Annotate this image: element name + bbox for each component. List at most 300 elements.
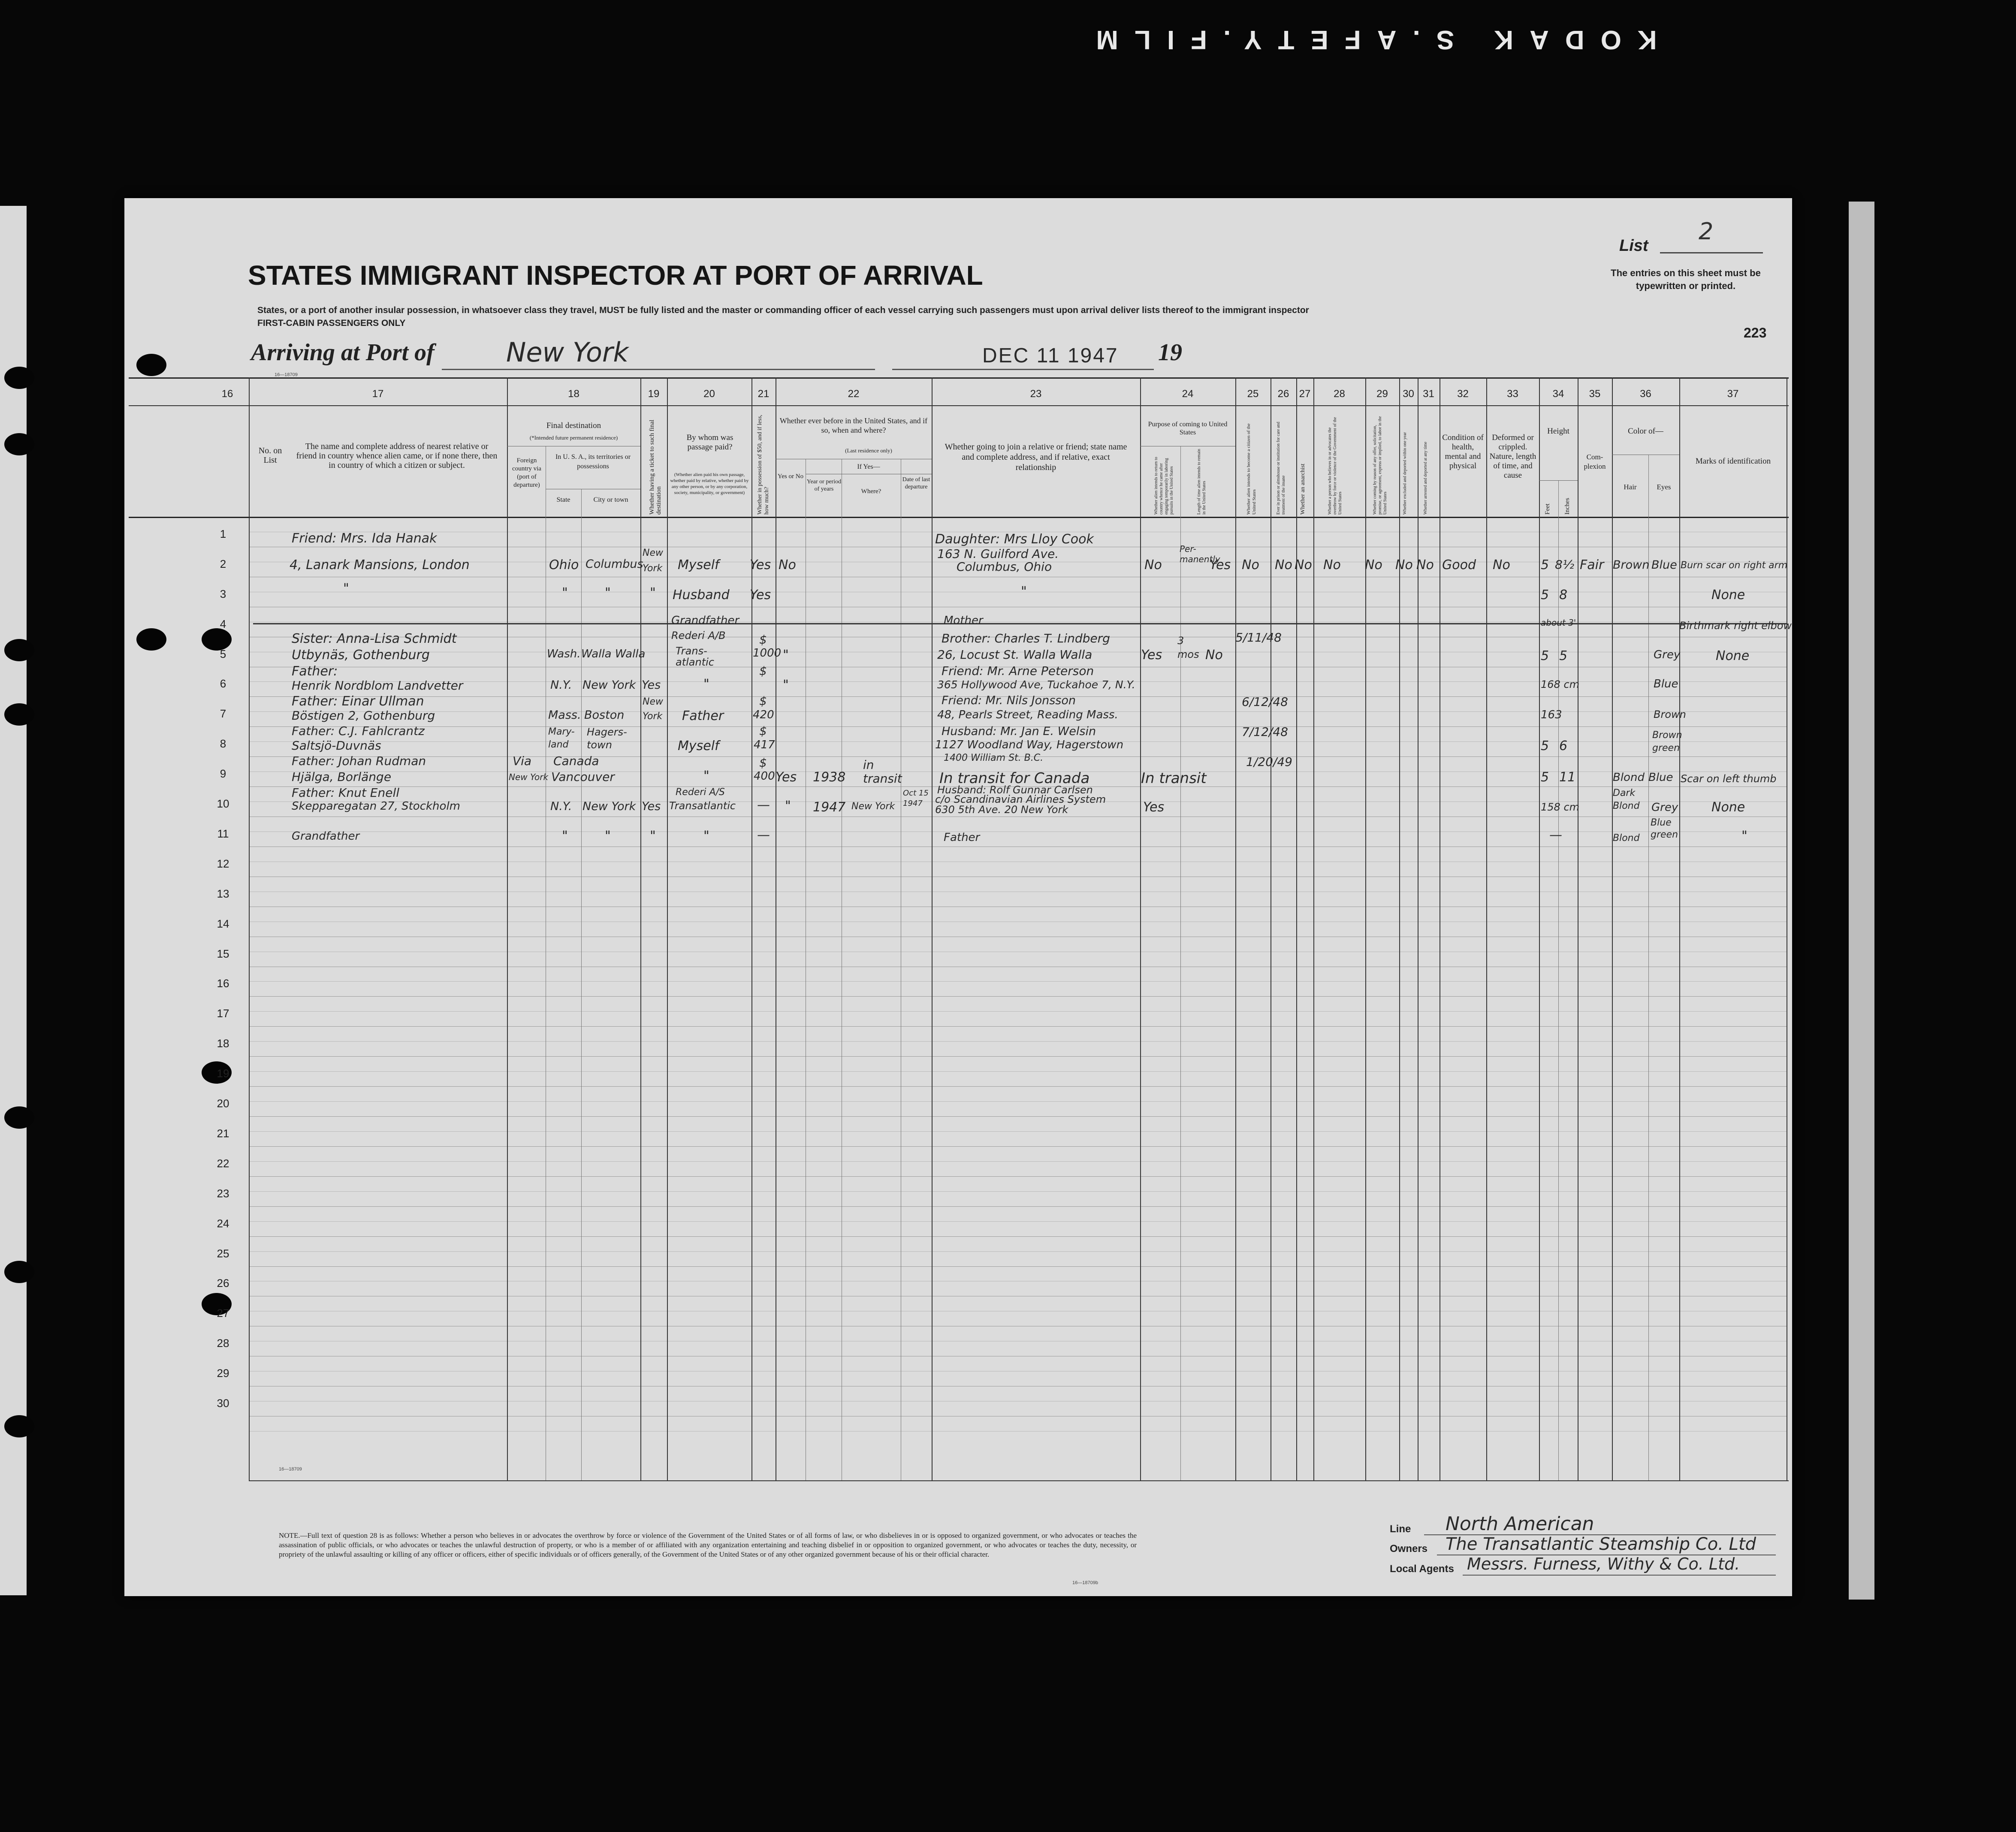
r9-marks: None (1711, 800, 1745, 815)
r10-fifty-dash: — (757, 828, 770, 843)
header-join-relative: Whether going to join a relative or friend; state name and complete address, and if relative, exact relationship (945, 442, 1127, 472)
row-number: 17 (217, 1007, 229, 1020)
col-sep (932, 377, 933, 1480)
r9-fifty-dash: — (757, 798, 770, 813)
arriving-label: Arriving at Port of (251, 339, 435, 366)
col-number-24: 24 (1182, 388, 1194, 400)
r4-state: Wash. (547, 648, 581, 660)
row-rule (249, 1071, 1787, 1072)
r9-join-name: Husband: Rolf Gunnar Carlsen (937, 784, 1093, 796)
col-number-17: 17 (372, 388, 384, 400)
date-stamp: DEC 11 1947 (982, 344, 1119, 367)
r5-feet: 168 cm (1541, 678, 1580, 690)
row-number: 18 (217, 1037, 229, 1050)
row-rule (249, 1266, 1787, 1267)
r8-year: 1938 (813, 770, 846, 785)
r2-fifty: Yes (750, 588, 771, 603)
header-complexion: Com-plexion (1584, 453, 1606, 470)
r9-relative-name: Father: Knut Enell (292, 786, 400, 800)
r8-dollar: $ (759, 756, 767, 770)
row-number: 3 (220, 587, 226, 600)
row-rule (249, 1221, 1787, 1222)
header-foreign-country: Foreign country via (port of departure) (512, 457, 541, 488)
r6-dollar: $ (759, 694, 767, 708)
col-number-37: 37 (1727, 388, 1739, 400)
r8-date: 1/20/49 (1246, 755, 1292, 769)
header-return-intent: Whether alien intends to return to country whence he came after engaging temporarily in laboring pursuits in the United States (1154, 457, 1174, 515)
r7-relative-name: Father: C.J. Fahlcrantz (292, 724, 425, 738)
col-number-29: 29 (1376, 388, 1388, 400)
r4-fifty: 1000 (753, 647, 782, 660)
r9-where: New York (851, 801, 895, 812)
r6-state: Mass. (548, 708, 581, 722)
left-film-strip (0, 206, 27, 1595)
row-number: 14 (217, 917, 229, 930)
header-marks: Marks of identification (1695, 457, 1771, 466)
r5-paid-ditto: " (703, 677, 709, 692)
r6-fifty: 420 (753, 708, 774, 721)
r5-ticket: Yes (642, 678, 661, 692)
col-sep (507, 377, 508, 1480)
r1-city: Columbus (585, 557, 643, 571)
r7-inches: 6 (1559, 738, 1568, 753)
header-deformed: Deformed or crippled. Nature, length of time, and cause (1489, 433, 1536, 480)
header-labor-offer: Whether coming by reason of any offer, solicitation, promise, or agreement, express or implied, to labor in the United States (1373, 416, 1388, 515)
col-sep (1296, 377, 1297, 1480)
row-rule (249, 1236, 1787, 1237)
r10-hair: Blond (1613, 833, 1640, 844)
row-rule (249, 1131, 1787, 1132)
r8-ever-before: Yes (776, 770, 797, 785)
r7-dollar: $ (759, 724, 767, 738)
r10-state-ditto: " (562, 829, 568, 844)
page-number: 223 (1744, 325, 1767, 340)
agents-value: Messrs. Furness, Withy & Co. Ltd. (1467, 1555, 1740, 1573)
r8-hair: Blond (1613, 771, 1645, 784)
row-number: 13 (217, 887, 229, 900)
col-sep (1365, 377, 1366, 1480)
line-value: North American (1446, 1513, 1594, 1535)
header-eyes: Eyes (1657, 483, 1671, 491)
r8-fifty: 400 (754, 770, 775, 783)
col-sep (1539, 377, 1540, 1480)
r8-inches: 11 (1559, 770, 1576, 785)
r1-paid-by: Myself (678, 557, 719, 572)
agents-underline (1463, 1575, 1776, 1576)
r4-date: 5/11/48 (1235, 630, 1282, 645)
r6-ticket: New York (643, 696, 663, 722)
header-ticket: Whether having a ticket to such final destination (649, 419, 662, 515)
row-number: 24 (217, 1217, 229, 1230)
col-sep (1399, 377, 1400, 1480)
r4-city: Walla Walla (581, 648, 646, 660)
r9-eyes: Grey (1651, 801, 1678, 814)
col-sep (1558, 480, 1559, 1480)
r10-join: Father (944, 831, 980, 844)
col-sep (1648, 455, 1649, 1480)
row-rule (249, 1086, 1787, 1087)
header-purpose: Purpose of coming to United States (1148, 421, 1228, 436)
r6-join-address: 48, Pearls Street, Reading Mass. (937, 708, 1118, 721)
r1-citizen: Yes (1210, 557, 1231, 572)
r2-ticket-ditto: " (650, 585, 656, 600)
r1-q28: No (1323, 557, 1341, 572)
punch-hole (4, 433, 34, 455)
r2-city-ditto: " (605, 585, 611, 600)
r10-ticket-ditto: " (650, 829, 656, 844)
row-rule (249, 1116, 1787, 1117)
header-excluded: Whether excluded and deported within one year (1403, 432, 1407, 515)
row-number: 11 (217, 827, 229, 840)
col-sep (751, 377, 752, 1480)
row-number: 19 (217, 1067, 229, 1080)
r7-date: 7/12/48 (1242, 725, 1288, 739)
r5-dollar: $ (759, 664, 767, 678)
r5-join-address: 365 Hollywood Ave, Tuckahoe 7, N.Y. (937, 678, 1135, 691)
row-rule (249, 1056, 1787, 1057)
r6-relative-name: Father: Einar Ullman (292, 694, 424, 709)
row-number: 21 (217, 1127, 229, 1140)
header-hair: Hair (1624, 483, 1637, 491)
header-last-departure: Date of last departure (902, 476, 930, 490)
r8-relative-name: Father: Johan Rudman (292, 754, 426, 768)
row-rule (249, 1191, 1787, 1192)
row-number: 1 (220, 527, 226, 540)
r2-inches: 8 (1559, 588, 1568, 603)
r1-deformed: No (1493, 557, 1510, 572)
r7-relative-address: Saltsjö-Duvnäs (292, 738, 381, 753)
r5-state: N.Y. (550, 678, 572, 692)
form-subtitle: States, or a port of another insular possession, in whatsoever class they travel, MUST be fully listed and the master or commanding officer of each vessel carrying such passengers must upon arrival deliver lists thereof to the immigrant inspector (257, 305, 1309, 315)
r4-paid-by-a: Rederi A/B (671, 630, 726, 642)
col-sep (581, 489, 582, 1480)
header-prison: Ever in prison or almshouse or institution for care and treatment of the insane (1276, 422, 1286, 515)
r4-dollar: $ (759, 633, 767, 647)
header-color: Color of— (1628, 427, 1663, 436)
header-if-yes: If Yes— (857, 463, 880, 470)
col-sep (1313, 377, 1314, 1480)
r1-purpose: No (1144, 557, 1162, 572)
r6-feet: 163 (1541, 708, 1562, 721)
r7-fifty: 417 (754, 738, 775, 751)
r3-join: Mother (944, 614, 983, 627)
col-number-18: 18 (568, 388, 579, 400)
form-code-top: 16—18709 (275, 372, 298, 377)
row-rule (249, 1011, 1787, 1012)
r9-relative-address: Skepparegatan 27, Stockholm (292, 800, 460, 813)
punch-hole (4, 639, 34, 661)
col-number-20: 20 (703, 388, 715, 400)
port-line (442, 369, 875, 370)
col-sep (1180, 446, 1181, 1480)
header-ever-before: Whether ever before in the United States, and if so, when and where? (779, 416, 928, 434)
r4-citizen: No (1205, 648, 1223, 663)
r6-relative-address: Böstigen 2, Gothenburg (292, 708, 435, 723)
header-state: State (556, 496, 570, 503)
header-passage-paid-note: (Whether alien paid his own passage, whether paid by relative, whether paid by any other person, or by any corporation, society, municipality, or government) (670, 472, 749, 495)
punch-hole (136, 354, 166, 376)
row-number: 20 (217, 1097, 229, 1110)
r4-eyes: Grey (1654, 648, 1681, 661)
r2-marks: None (1711, 588, 1745, 603)
r10-marks-ditto: " (1741, 829, 1747, 844)
row-rule (249, 1041, 1787, 1042)
row-number: 10 (217, 797, 229, 810)
row-number: 16 (217, 977, 229, 990)
row-rule (249, 1101, 1787, 1102)
r10-feet-dash: — (1549, 828, 1562, 843)
r4-marks: None (1716, 648, 1750, 663)
r9-purpose: Yes (1143, 800, 1165, 815)
list-number-line (1660, 252, 1763, 253)
row-rule (249, 1206, 1787, 1207)
r9-hair: Dark Blond (1613, 788, 1640, 811)
row-number: 30 (217, 1397, 229, 1410)
r1-marks: Burn scar on right arm (1681, 560, 1788, 571)
r1-ever-before: No (779, 557, 796, 572)
row-number: 5 (220, 647, 226, 660)
r2-state-ditto: " (562, 585, 568, 600)
r8-eyes: Blue (1648, 771, 1673, 784)
r9-paid-by-b: Transatlantic (669, 800, 736, 812)
r1-excluded: No (1395, 557, 1413, 572)
r9-city: New York (582, 800, 636, 813)
r5-eyes: Blue (1654, 678, 1678, 690)
table-bottom-rule (249, 1480, 1789, 1481)
row-number: 2 (220, 557, 226, 570)
col-sep (640, 377, 641, 1480)
r1-labor: No (1365, 557, 1382, 572)
r8-join-transit: In transit for Canada (939, 770, 1090, 787)
col-number-31: 31 (1423, 388, 1434, 400)
r7-state: Mary-land (548, 726, 575, 750)
header-list-no: No. on List (258, 446, 282, 465)
r9-join-care-of: c/o Scandinavian Airlines System (935, 793, 1106, 805)
r2-paid-by: Husband (673, 588, 730, 603)
owners-value: The Transatlantic Steamship Co. Ltd (1446, 1534, 1756, 1554)
col-number-19: 19 (648, 388, 660, 400)
r9-ever-before-ditto: " (785, 798, 791, 814)
punch-hole (4, 1106, 34, 1129)
r4-purpose: Yes (1141, 648, 1162, 663)
r4-ever-before-ditto: " (783, 648, 789, 663)
r8-relative-address: Hjälga, Borlänge (292, 770, 392, 784)
r1-eyes: Blue (1651, 558, 1677, 572)
header-inches: Inches (1564, 497, 1571, 515)
r4-inches: 5 (1559, 648, 1568, 663)
r1-anarchist: No (1295, 557, 1312, 572)
subheader-rule (1539, 480, 1578, 481)
header-arrested: Whether arrested and deported at any time (1423, 442, 1428, 515)
col-number-16: 16 (221, 388, 233, 400)
header-question-28: Whether a person who believes in or advocates the overthrow by force or violence of the Government of the United States (1328, 417, 1343, 515)
r7-join-name: Husband: Mr. Jan E. Welsin (942, 725, 1096, 738)
r3-marks: Birthmark right elbow (1679, 620, 1792, 632)
punch-hole (4, 367, 34, 389)
r9-feet: 158 cm (1541, 801, 1580, 813)
row-rule (249, 1161, 1787, 1162)
col-number-21: 21 (758, 388, 770, 400)
header-feet: Feet (1544, 503, 1551, 515)
r4-join-address: 26, Locust St. Walla Walla (937, 648, 1093, 662)
r8-join-address: 1400 William St. B.C. (944, 753, 1044, 763)
r7-join-address: 1127 Woodland Way, Hagerstown (935, 738, 1124, 751)
header-final-destination-note: (*Intended future permanent residence) (529, 434, 618, 441)
col-number-26: 26 (1277, 388, 1289, 400)
r8-marks: Scar on left thumb (1681, 773, 1777, 785)
col-sep (1612, 377, 1613, 1480)
header-in-usa: In U. S. A., its territories or possessions (555, 453, 631, 470)
header-yes-no: Yes or No (777, 473, 804, 480)
r8-city: Vancouver (551, 770, 615, 784)
row-number: 15 (217, 947, 229, 960)
header-anarchist: Whether an anarchist (1300, 464, 1306, 515)
r4-relative-address: Utbynäs, Gothenburg (292, 648, 430, 663)
r8-via-port: New York (509, 772, 549, 782)
form-code-bottom-right: 16—18709b (1072, 1580, 1098, 1585)
r1-length: Per-manently (1180, 544, 1220, 564)
r1-arrested: No (1416, 557, 1434, 572)
r9-ticket: Yes (642, 800, 661, 813)
list-label: List (1619, 237, 1648, 255)
header-become-citizen: Whether alien intends to become a citizen of the United States (1246, 423, 1257, 515)
col-number-25: 25 (1247, 388, 1259, 400)
col-number-30: 30 (1403, 388, 1414, 400)
r7-paid-by: Myself (678, 738, 719, 753)
r8-paid-ditto: " (703, 768, 709, 783)
row-number: 6 (220, 677, 226, 690)
r8-feet: 5 (1541, 770, 1549, 785)
row-number: 9 (220, 767, 226, 780)
row-number: 22 (217, 1157, 229, 1170)
col-number-34: 34 (1552, 388, 1564, 400)
r1-fifty: Yes (750, 557, 771, 572)
row-rule (249, 996, 1787, 997)
film-edge-text: KODAK S.AFETY.FILM (1080, 25, 1657, 54)
form-code-bottom-left: 16—18709 (279, 1467, 302, 1472)
r10-relative: Grandfather (292, 830, 360, 843)
form-title: STATES IMMIGRANT INSPECTOR AT PORT OF ARRIVAL (248, 260, 983, 291)
r4-join-name: Brother: Charles T. Lindberg (942, 631, 1110, 645)
first-cabin-label: FIRST-CABIN PASSENGERS ONLY (257, 318, 406, 328)
r1-join-name: Daughter: Mrs Lloy Cook (935, 532, 1094, 547)
header-city: City or town (593, 496, 628, 503)
row-rule (249, 1026, 1787, 1027)
r1-health: Good (1442, 557, 1476, 572)
r4-relative-name: Sister: Anna-Lisa Schmidt (292, 631, 457, 646)
right-film-strip (1849, 202, 1874, 1600)
r2-feet: 5 (1541, 588, 1549, 603)
r8-purpose: In transit (1141, 770, 1207, 787)
col-sep (1486, 377, 1487, 1480)
r1-join-city: Columbus, Ohio (957, 560, 1052, 574)
r1-relative-address: 4, Lanark Mansions, London (290, 557, 470, 572)
col-number-35: 35 (1589, 388, 1601, 400)
r6-date: 6/12/48 (1242, 695, 1288, 709)
col-sep (1235, 377, 1236, 1480)
r1-complexion: Fair (1580, 557, 1604, 572)
row-number: 8 (220, 737, 226, 750)
r8-state: Canada (553, 754, 599, 768)
port-name: New York (506, 337, 629, 368)
r3-height: about 3' (1541, 618, 1576, 628)
row-number: 7 (220, 707, 226, 720)
row-number: 12 (217, 857, 229, 870)
col-sep (1679, 377, 1680, 1480)
r1-feet: 5 (1541, 557, 1549, 572)
col-number-27: 27 (1299, 388, 1311, 400)
punch-hole (136, 628, 166, 651)
header-nearest-relative: The name and complete address of nearest relative or friend in country whence alien came, or if none there, then in country of which a citizen or subject. (296, 442, 498, 470)
row-rule (249, 981, 1787, 982)
punch-hole (4, 703, 34, 726)
r2-join-ditto: " (1021, 584, 1027, 599)
r8-via: Via (513, 754, 532, 768)
r1-relative-name: Friend: Mrs. Ida Hanak (292, 531, 437, 546)
col-sep (1140, 377, 1141, 1480)
list-number: 2 (1699, 218, 1714, 245)
r1-prison: No (1242, 557, 1259, 572)
header-last-residence: (Last residence only) (845, 447, 892, 454)
year-prefix: 19 (1158, 339, 1182, 366)
r1-inches: 8½ (1555, 557, 1574, 572)
col-number-33: 33 (1507, 388, 1518, 400)
r4-feet: 5 (1541, 648, 1549, 663)
r10-eyes: Blue green (1651, 817, 1678, 840)
col-number-32: 32 (1457, 388, 1469, 400)
r3-paid-by: Grandfather (671, 614, 739, 627)
header-fifty-dollars: Whether in possession of $50, and if less, how much? (757, 415, 770, 515)
r6-city: Boston (584, 708, 625, 722)
r10-paid-ditto: " (703, 829, 709, 844)
col-number-22: 22 (848, 388, 860, 400)
r5-join-name: Friend: Mr. Arne Peterson (942, 664, 1094, 678)
punch-hole (4, 1261, 34, 1283)
r10-city-ditto: " (605, 829, 611, 844)
header-year-period: Year or period of years (806, 479, 842, 492)
agents-label: Local Agents (1390, 1563, 1454, 1575)
r5-ever-before-ditto: " (783, 678, 789, 693)
r4-length: 3 mos (1177, 635, 1199, 660)
r1-state: Ohio (549, 557, 579, 572)
row-number: 23 (217, 1187, 229, 1200)
header-final-destination: Final destination (546, 421, 601, 430)
r9-join-address: 630 5th Ave. 20 New York (935, 804, 1068, 816)
r6-eyes: Brown (1654, 708, 1686, 720)
r9-paid-by-a: Rederi A/S (676, 787, 725, 798)
r6-join-name: Friend: Mr. Nils Jonsson (942, 694, 1076, 707)
row-number: 26 (217, 1277, 229, 1290)
r4-paid-by-b: Trans-atlantic (676, 645, 714, 668)
row-number: 29 (217, 1367, 229, 1380)
r1-join-street: 163 N. Guilford Ave. (937, 547, 1059, 561)
col-number-36: 36 (1640, 388, 1651, 400)
r7-feet: 5 (1541, 738, 1549, 753)
question-28-note: NOTE.—Full text of question 28 is as follows: Whether a person who believes in or advocates the overthrow by force or violence of the Government of the United States or of all forms of law, or who disbelieves in or is opposed to organized government, or who advocates or teaches the assassination of public officials, or who advocates or teaches the unlawful destruction of property, or who is a member of or affiliated with any organization entertaining and teaching disbelief in or opposition to organized government, or who advocates or teaches the duty, necessity, or propriety of the unlawful assaulting or killing of any officer or officers, either of specific individuals or of officers generally, of the Government of the United States or of any other organized government because of his or their official character. (279, 1531, 1137, 1558)
owners-label: Owners (1390, 1543, 1428, 1555)
row-number: 27 (217, 1307, 229, 1320)
r9-state: N.Y. (550, 800, 572, 813)
entries-note: The entries on this sheet must be typewritten or printed. (1611, 268, 1761, 291)
punch-hole (4, 1415, 34, 1437)
r1-ticket: New York (643, 548, 663, 574)
r7-city: Hagers-town (587, 726, 627, 751)
r2-relative-ditto: " (343, 581, 349, 596)
row-number: 28 (217, 1337, 229, 1350)
r1-hair: Brown (1613, 558, 1650, 572)
row-rule (249, 1251, 1787, 1252)
r5-relative-label: Father: (292, 664, 338, 679)
